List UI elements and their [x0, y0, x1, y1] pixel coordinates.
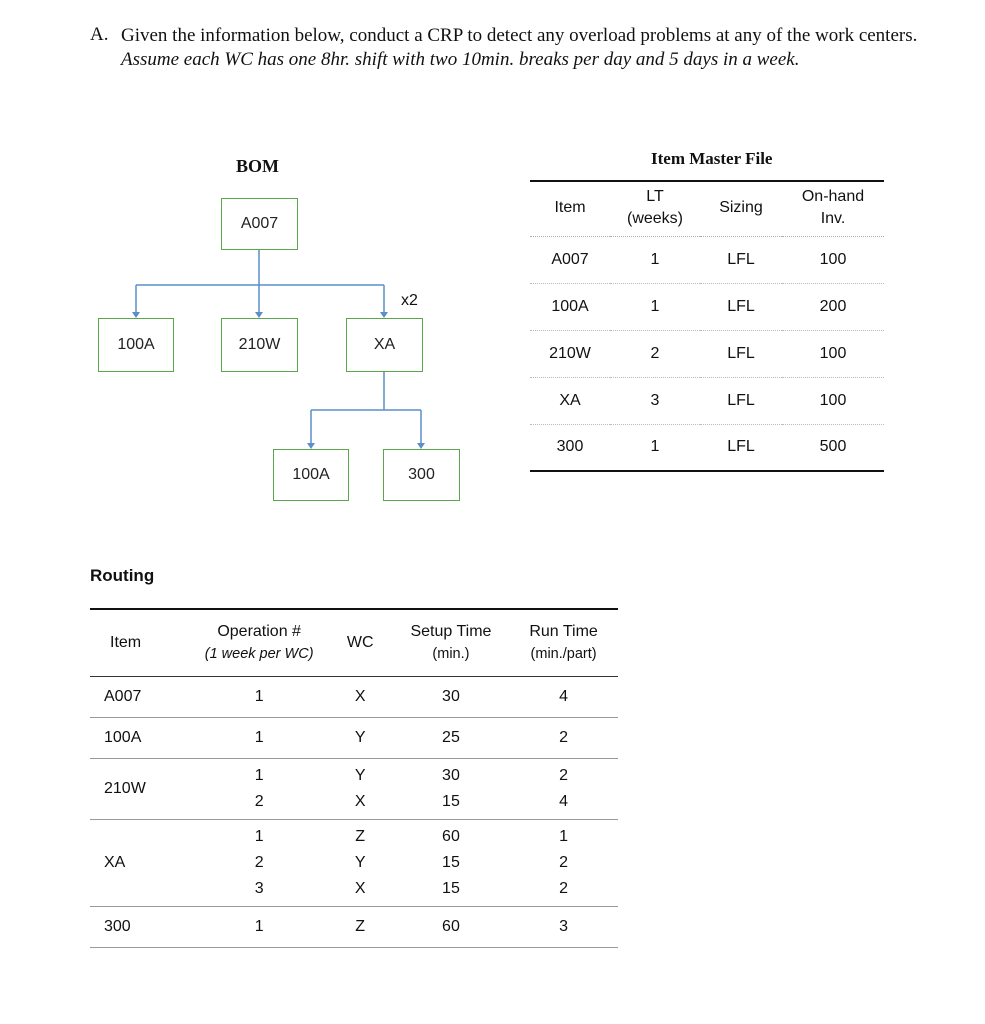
rt-cell-wc: [328, 758, 393, 819]
rt-cell-ops: [191, 717, 328, 758]
rt-value-wc: X: [354, 687, 366, 705]
rt-value-wc: X: [354, 879, 366, 897]
imf-cell-sizing: LFL: [700, 283, 782, 330]
rt-cell-wc: [328, 717, 393, 758]
rt-cell-setup: [393, 758, 509, 819]
rt-value-setup: 60: [442, 827, 460, 845]
rt-value-wc: Z: [355, 827, 366, 845]
question-label: A.: [90, 24, 109, 45]
rt-cell-run: [509, 717, 618, 758]
imf-cell-onhand: 200: [782, 283, 884, 330]
rt-value-ops: 1: [254, 827, 264, 845]
imf-header-lt: LT (weeks): [610, 180, 700, 236]
bom-title: BOM: [236, 156, 279, 176]
imf-cell-lt: 1: [610, 283, 700, 330]
rt-value-run: 2: [559, 766, 569, 784]
bom-node-210w: 210W: [221, 318, 298, 372]
rt-cell-run: [509, 676, 618, 717]
item-master-row: [530, 424, 884, 471]
routing-table: [90, 610, 618, 948]
rt-cell-item: 210W: [90, 758, 191, 819]
rt-value-setup: 15: [442, 792, 460, 810]
rt-value-run: 4: [559, 687, 569, 705]
rt-cell-ops: [191, 906, 328, 947]
rt-header-wc: WC: [328, 610, 393, 676]
item-master-title: Item Master File: [651, 149, 773, 168]
routing-row: [90, 758, 618, 819]
imf-cell-lt: 3: [610, 377, 700, 424]
rt-value-wc: Z: [355, 917, 366, 935]
imf-cell-sizing: LFL: [700, 424, 782, 471]
item-master-row: [530, 330, 884, 377]
rt-cell-item: XA: [90, 819, 191, 906]
imf-cell-onhand: 100: [782, 330, 884, 377]
bom-node-xa: XA: [346, 318, 423, 372]
bom-node-100a: 100A: [98, 318, 174, 372]
rt-cell-run: [509, 906, 618, 947]
bom-xa-quantity: x2: [401, 292, 418, 309]
item-master-row: [530, 377, 884, 424]
rt-value-wc: Y: [354, 728, 366, 746]
rt-value-run: 3: [559, 917, 569, 935]
bom-node-root: A007: [221, 198, 298, 250]
routing-row: [90, 819, 618, 906]
imf-cell-onhand: 100: [782, 236, 884, 283]
rt-value-ops: 3: [254, 879, 264, 897]
imf-cell-sizing: LFL: [700, 236, 782, 283]
imf-cell-item: 210W: [530, 330, 610, 377]
imf-header-item: Item: [530, 180, 610, 236]
item-master-header-row: [530, 180, 884, 236]
rt-cell-run: [509, 819, 618, 906]
imf-cell-item: 300: [530, 424, 610, 471]
rt-value-setup: 60: [442, 917, 460, 935]
rt-header-operation: Operation # (1 week per WC): [191, 610, 328, 676]
rt-value-setup: 30: [442, 687, 460, 705]
rt-value-ops: 2: [254, 792, 264, 810]
imf-cell-item: 100A: [530, 283, 610, 330]
routing-row: [90, 717, 618, 758]
imf-cell-lt: 1: [610, 236, 700, 283]
routing-header-row: [90, 610, 618, 676]
rt-header-setup: Setup Time (min.): [393, 610, 509, 676]
rt-value-setup: 15: [442, 879, 460, 897]
bom-node-100a-child: 100A: [273, 449, 349, 501]
rt-value-ops: 1: [254, 917, 264, 935]
imf-cell-sizing: LFL: [700, 330, 782, 377]
rt-cell-item: 100A: [90, 717, 191, 758]
rt-value-wc: Y: [354, 853, 366, 871]
item-master-table: [530, 180, 884, 472]
rt-cell-setup: [393, 906, 509, 947]
imf-cell-sizing: LFL: [700, 377, 782, 424]
rt-header-item: Item: [90, 610, 191, 676]
item-master-row: [530, 283, 884, 330]
rt-value-ops: 2: [254, 853, 264, 871]
rt-value-setup: 15: [442, 853, 460, 871]
imf-header-onhand: On-hand Inv.: [782, 180, 884, 236]
imf-cell-onhand: 100: [782, 377, 884, 424]
rt-value-setup: 30: [442, 766, 460, 784]
imf-cell-item: XA: [530, 377, 610, 424]
routing-title: Routing: [90, 566, 155, 585]
rt-cell-setup: [393, 819, 509, 906]
rt-value-setup: 25: [442, 728, 460, 746]
rt-value-run: 2: [559, 853, 569, 871]
rt-cell-setup: [393, 717, 509, 758]
rt-cell-wc: [328, 676, 393, 717]
rt-cell-ops: [191, 758, 328, 819]
question-main: Given the information below, conduct a CRP to detect any overload problems at any of the work centers.: [121, 25, 918, 46]
rt-cell-ops: [191, 819, 328, 906]
bom-node-300: 300: [383, 449, 460, 501]
rt-value-wc: Y: [354, 766, 366, 784]
rt-value-wc: X: [354, 792, 366, 810]
rt-value-run: 4: [559, 792, 569, 810]
imf-cell-lt: 1: [610, 424, 700, 471]
item-master-row: [530, 236, 884, 283]
imf-header-sizing: Sizing: [700, 180, 782, 236]
rt-value-run: 2: [559, 879, 569, 897]
routing-row: [90, 676, 618, 717]
rt-cell-wc: [328, 819, 393, 906]
rt-value-run: 1: [559, 827, 569, 845]
rt-cell-item: 300: [90, 906, 191, 947]
rt-value-ops: 1: [254, 766, 264, 784]
imf-cell-item: A007: [530, 236, 610, 283]
imf-cell-onhand: 500: [782, 424, 884, 471]
rt-value-ops: 1: [254, 728, 264, 746]
rt-header-run: Run Time (min./part): [509, 610, 618, 676]
routing-row: [90, 906, 618, 947]
rt-cell-wc: [328, 906, 393, 947]
rt-cell-run: [509, 758, 618, 819]
rt-value-run: 2: [559, 728, 569, 746]
rt-cell-item: A007: [90, 676, 191, 717]
question-assumption: Assume each WC has one 8hr. shift with two 10min. breaks per day and 5 days in a week.: [121, 49, 800, 70]
imf-cell-lt: 2: [610, 330, 700, 377]
rt-cell-ops: [191, 676, 328, 717]
rt-value-ops: 1: [254, 687, 264, 705]
rt-cell-setup: [393, 676, 509, 717]
